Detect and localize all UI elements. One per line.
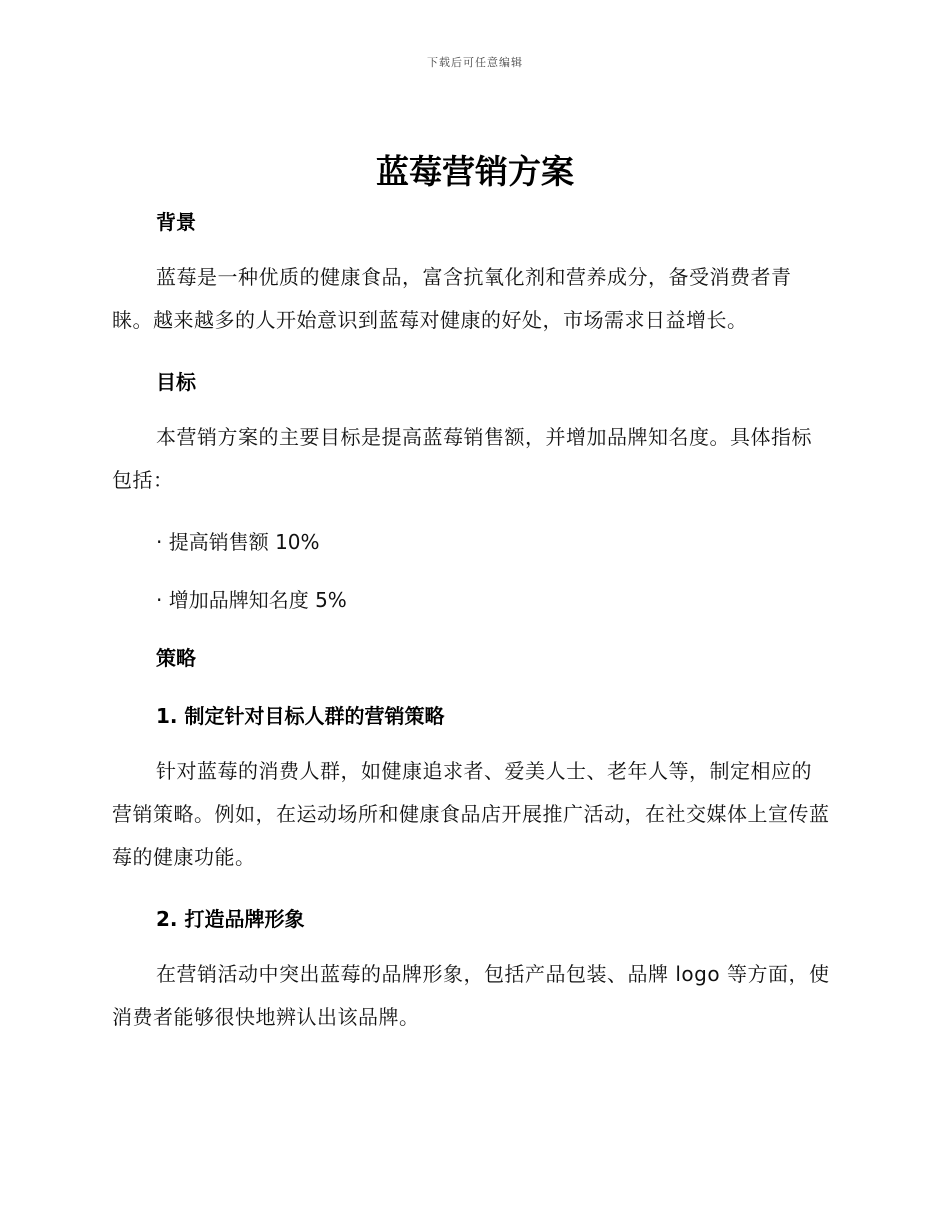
goals-paragraph: 本营销方案的主要目标是提高蓝莓销售额，并增加品牌知名度。具体指标包括： bbox=[112, 425, 812, 492]
strategy-item-paragraph: 在营销活动中突出蓝莓的品牌形象，包括产品包装、品牌 logo 等方面，使消费者能够很快地辨认出该品牌。 bbox=[112, 962, 830, 1029]
section-heading-strategy: 策略 bbox=[156, 646, 196, 670]
document-title: 蓝莓营销方案 bbox=[376, 152, 574, 191]
document-body bbox=[112, 204, 832, 1039]
strategy-item-heading: 2. 打造品牌形象 bbox=[156, 907, 305, 931]
header-note: 下载后可任意编辑 bbox=[427, 56, 523, 69]
background-paragraph: 蓝莓是一种优质的健康食品，富含抗氧化剂和营养成分，备受消费者青睐。越来越多的人开始意识到蓝莓对健康的好处，市场需求日益增长。 bbox=[112, 265, 792, 332]
section-heading-goals: 目标 bbox=[156, 370, 196, 394]
strategy-item-paragraph: 针对蓝莓的消费人群，如健康追求者、爱美人士、老年人等，制定相应的营销策略。例如，在运动场所和健康食品店开展推广活动，在社交媒体上宣传蓝莓的健康功能。 bbox=[112, 759, 830, 869]
goal-item: · 提高销售额 10% bbox=[156, 530, 320, 554]
goal-item: · 增加品牌知名度 5% bbox=[156, 588, 347, 612]
strategy-item-heading: 1. 制定针对目标人群的营销策略 bbox=[156, 704, 445, 728]
section-heading-background: 背景 bbox=[156, 210, 196, 234]
